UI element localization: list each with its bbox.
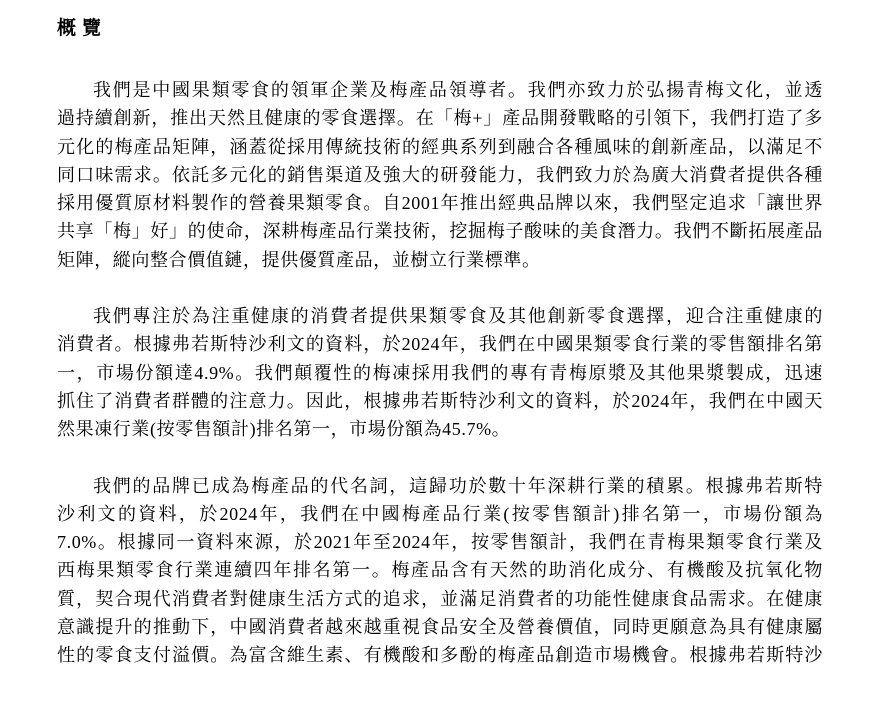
text-line: 過持續創新，推出天然且健康的零食選擇。在「梅+」產品開發戰略的引領下，我們打造了多: [57, 108, 823, 129]
text-line: 沙利文的資料，於2024年，我們在中國梅產品行業(按零售額計)排名第一，市場份額為: [57, 503, 823, 524]
text-line: 同口味需求。依託多元化的銷售渠道及強大的研發能力，我們致力於為廣大消費者提供各種: [57, 164, 823, 185]
text-line: 共享「梅」好」的使命，深耕梅產品行業技術，挖掘梅子酸味的美食潛力。我們不斷拓展產品: [57, 221, 823, 242]
text-line: 採用優質原材料製作的營養果類零食。自2001年推出經典品牌以來，我們堅定追求「讓世界: [57, 193, 823, 214]
text-line: 西梅果類零食行業連續四年排名第一。梅產品含有天然的助消化成分、有機酸及抗氧化物: [57, 560, 823, 581]
paragraph-3: [57, 472, 823, 670]
paragraph-2: [57, 302, 823, 443]
section-heading: 概覽: [57, 18, 108, 39]
text-line: 消費者。根據弗若斯特沙利文的資料，於2024年，我們在中國果類零食行業的零售額排名第: [57, 334, 823, 355]
text-line: 7.0%。根據同一資料來源，於2021年至2024年，按零售額計，我們在青梅果類零食行業及: [57, 532, 823, 553]
text-line: 一，市場份額達4.9%。我們顛覆性的梅凍採用我們的專有青梅原漿及其他果漿製成，迅速: [57, 362, 823, 383]
paragraph-1: [57, 76, 823, 274]
text-line: 我們專注於為注重健康的消費者提供果類零食及其他創新零食選擇，迎合注重健康的: [93, 306, 823, 327]
text-line: 意識提升的推動下，中國消費者越來越重視食品安全及營養價值，同時更願意為具有健康屬: [57, 617, 823, 638]
text-line: 矩陣，縱向整合價值鏈，提供優質產品，並樹立行業標準。: [57, 249, 541, 270]
text-line: 我們的品牌已成為梅產品的代名詞，這歸功於數十年深耕行業的積累。根據弗若斯特: [93, 475, 823, 496]
text-line: 我們是中國果類零食的領軍企業及梅產品領導者。我們亦致力於弘揚青梅文化，並透: [93, 80, 823, 100]
text-line: 質，契合現代消費者對健康生活方式的追求，並滿足消費者的功能性健康食品需求。在健康: [57, 588, 823, 609]
text-line: 元化的梅產品矩陣，涵蓋從採用傳統技術的經典系列到融合各種風味的創新產品，以滿足不: [57, 136, 823, 157]
text-line: 抓住了消費者群體的注意力。因此，根據弗若斯特沙利文的資料，於2024年，我們在中國天: [57, 390, 823, 411]
text-line: 然果凍行業(按零售額計)排名第一，市場份額為45.7%。: [57, 419, 511, 440]
text-line: 性的零食支付溢價。為富含維生素、有機酸和多酚的梅產品創造市場機會。根據弗若斯特沙: [57, 645, 823, 666]
